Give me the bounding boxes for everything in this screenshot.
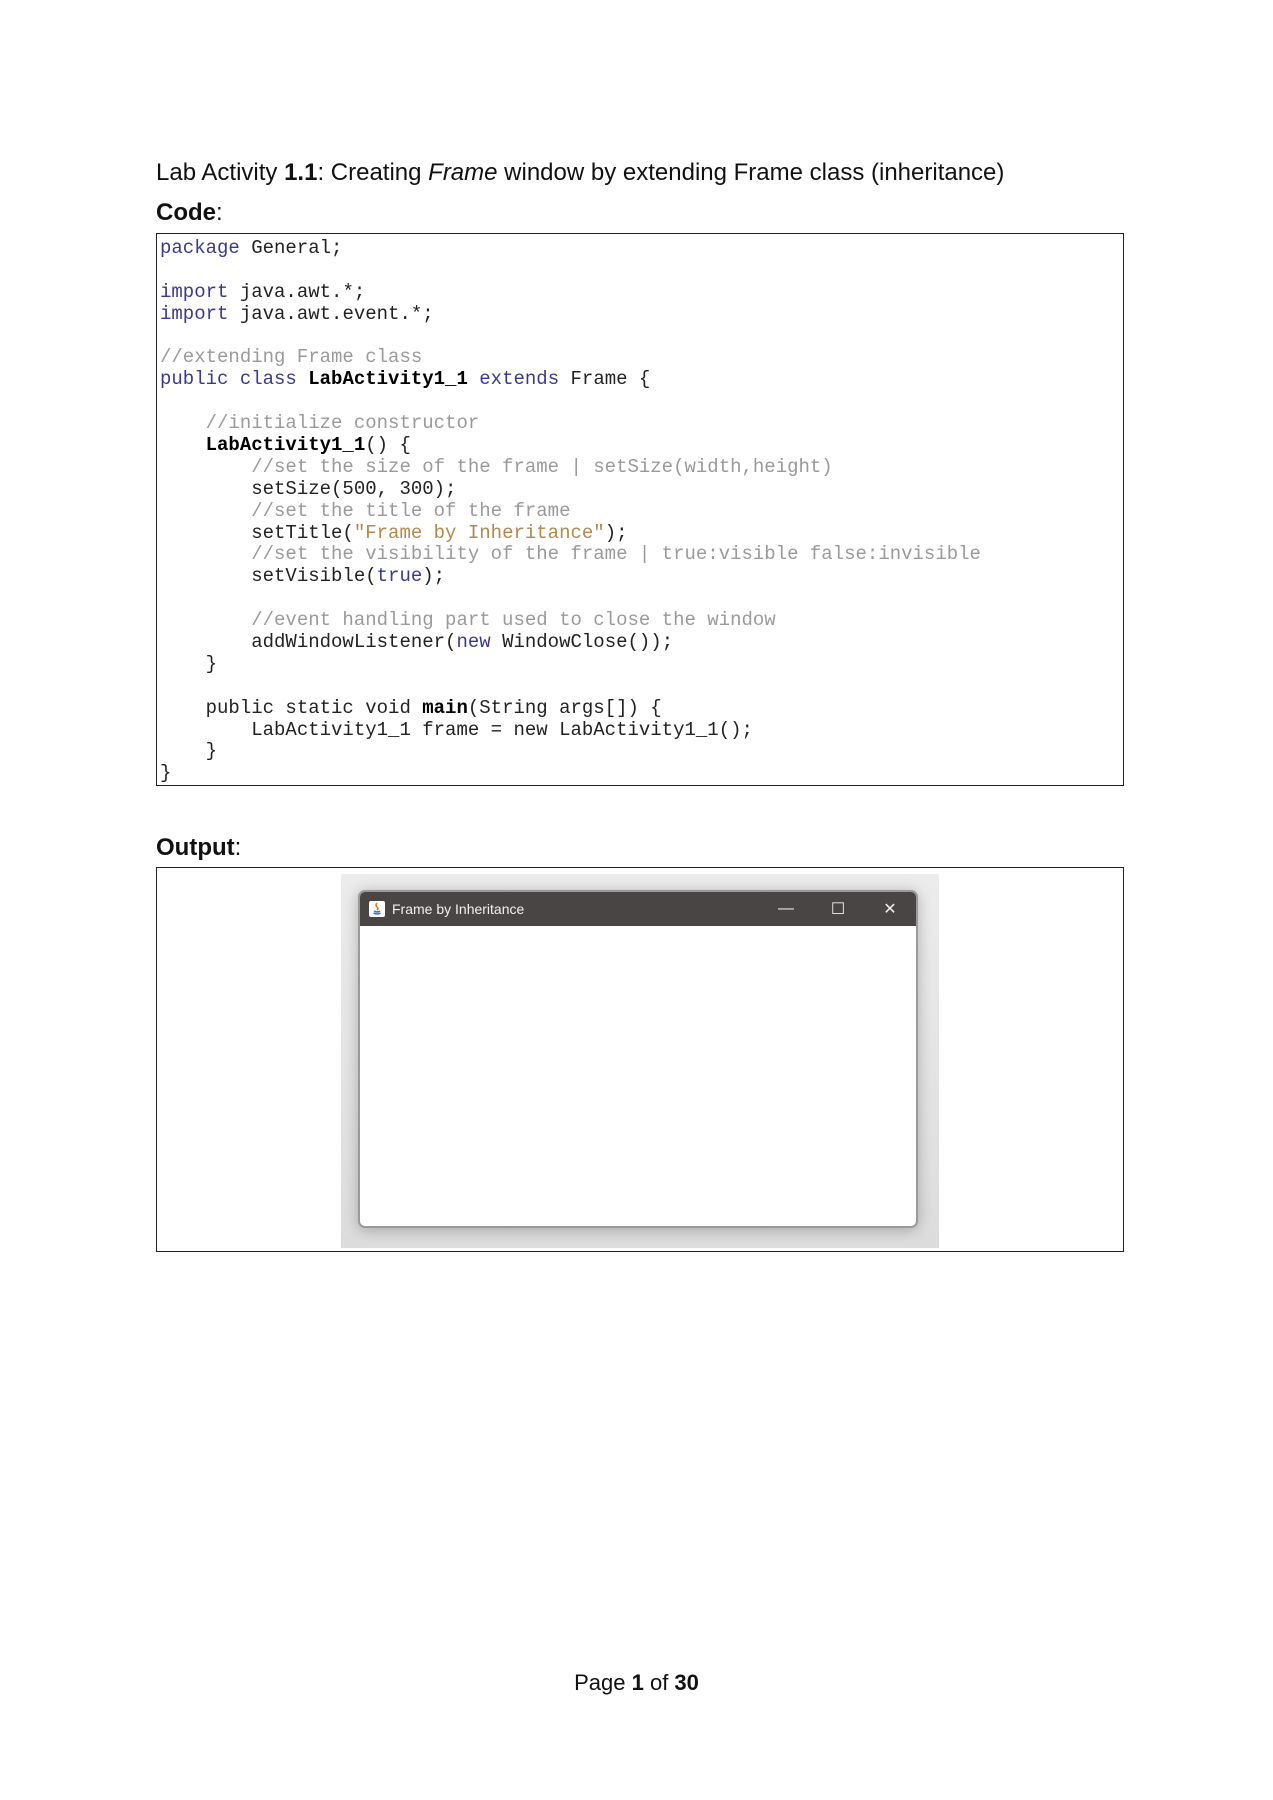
code-line (160, 347, 981, 369)
lab-activity-heading (156, 158, 1004, 188)
code-token: //set the title of the frame (251, 499, 571, 522)
code-token: java.awt.*; (228, 280, 366, 303)
code-token (160, 500, 251, 522)
code-token: //set the visibility of the frame | true:visible false:invisible (251, 543, 981, 566)
window-content-area (360, 926, 916, 1226)
frame-window (358, 890, 918, 1228)
footer-of-word: of (643, 1670, 675, 1695)
code-token: setSize(500, 300); (160, 477, 457, 500)
code-token: } (160, 652, 218, 675)
code-line (160, 741, 981, 763)
code-token: LabActivity1_1 (205, 434, 366, 457)
heading-rest: window by extending Frame class (inheritance) (497, 159, 1005, 186)
footer-page-word: Page (574, 1670, 632, 1695)
heading-colon: : Creating (317, 159, 429, 186)
code-token: ); (604, 521, 628, 544)
code-token: WindowClose()); (490, 631, 674, 654)
code-token: "Frame by Inheritance" (353, 521, 605, 544)
code-line (160, 523, 981, 545)
code-token: Frame { (559, 368, 651, 391)
code-line (160, 566, 981, 588)
code-line (160, 304, 981, 326)
code-box (156, 233, 1124, 786)
code-token: LabActivity1_1 frame = new LabActivity1_1(); (160, 718, 753, 741)
code-token: General; (239, 237, 343, 259)
code-line (160, 654, 981, 676)
footer-total-pages: 30 (674, 1670, 699, 1695)
output-box (156, 867, 1124, 1252)
heading-number: 1.1 (284, 159, 318, 186)
output-label (156, 833, 241, 863)
code-token (160, 412, 206, 434)
output-label-text: Output (156, 834, 235, 861)
window-title: Frame by Inheritance (392, 901, 525, 917)
code-token: addWindowListener( (160, 631, 457, 654)
code-token (468, 368, 479, 390)
window-titlebar[interactable] (360, 892, 916, 926)
code-token (160, 456, 251, 478)
code-line (160, 435, 981, 457)
code-token: extends (479, 368, 560, 391)
output-screenshot (341, 874, 939, 1248)
code-line (160, 413, 981, 435)
code-token: new (456, 631, 491, 654)
code-token: package (160, 237, 240, 259)
code-token: import (160, 302, 229, 325)
code-listing (160, 238, 981, 785)
code-token: import (160, 280, 229, 303)
code-token: ); (422, 565, 446, 588)
code-token: setVisible( (160, 565, 377, 588)
footer-current-page: 1 (631, 1670, 644, 1695)
code-token: java.awt.event.*; (228, 302, 434, 325)
maximize-button[interactable]: ☐ (830, 901, 846, 918)
code-line (160, 282, 981, 304)
code-token: //event handling part used to close the window (251, 609, 776, 632)
heading-prefix: Lab Activity (156, 159, 285, 186)
code-token: setTitle( (160, 521, 354, 544)
heading-italic: Frame (428, 159, 498, 186)
code-token: main (422, 696, 468, 719)
java-icon (369, 901, 385, 917)
code-label-colon: : (216, 199, 223, 226)
code-token: //set the size of the frame | setSize(width,height) (251, 455, 833, 478)
minimize-button[interactable]: — (778, 900, 794, 917)
code-label-text: Code (156, 199, 216, 226)
code-token: public class (160, 368, 297, 391)
code-line (160, 326, 981, 348)
code-line (160, 369, 981, 391)
code-line (160, 260, 981, 282)
code-line (160, 544, 981, 566)
code-line (160, 610, 981, 632)
code-token: LabActivity1_1 (308, 368, 468, 391)
code-line (160, 676, 981, 698)
code-token: } (160, 740, 218, 763)
page-footer (0, 1669, 1273, 1697)
output-label-colon: : (234, 834, 242, 861)
code-token: //extending Frame class (160, 346, 423, 369)
code-token (160, 609, 251, 631)
code-line (160, 238, 981, 260)
code-line (160, 632, 981, 654)
code-line (160, 501, 981, 523)
code-line (160, 763, 981, 785)
code-line (160, 457, 981, 479)
code-token: true (376, 565, 423, 588)
code-line (160, 479, 981, 501)
code-token (297, 368, 308, 390)
code-token (160, 434, 206, 456)
code-line (160, 698, 981, 720)
code-token (160, 543, 251, 565)
code-token: (String args[]) { (467, 696, 662, 719)
code-label (156, 198, 223, 228)
code-token: () { (365, 434, 411, 457)
code-token: } (160, 762, 172, 785)
close-button[interactable]: ✕ (883, 901, 897, 918)
code-line (160, 588, 981, 610)
code-line (160, 391, 981, 413)
code-line (160, 720, 981, 742)
code-token: public static void (160, 696, 423, 719)
code-token: //initialize constructor (205, 412, 480, 435)
